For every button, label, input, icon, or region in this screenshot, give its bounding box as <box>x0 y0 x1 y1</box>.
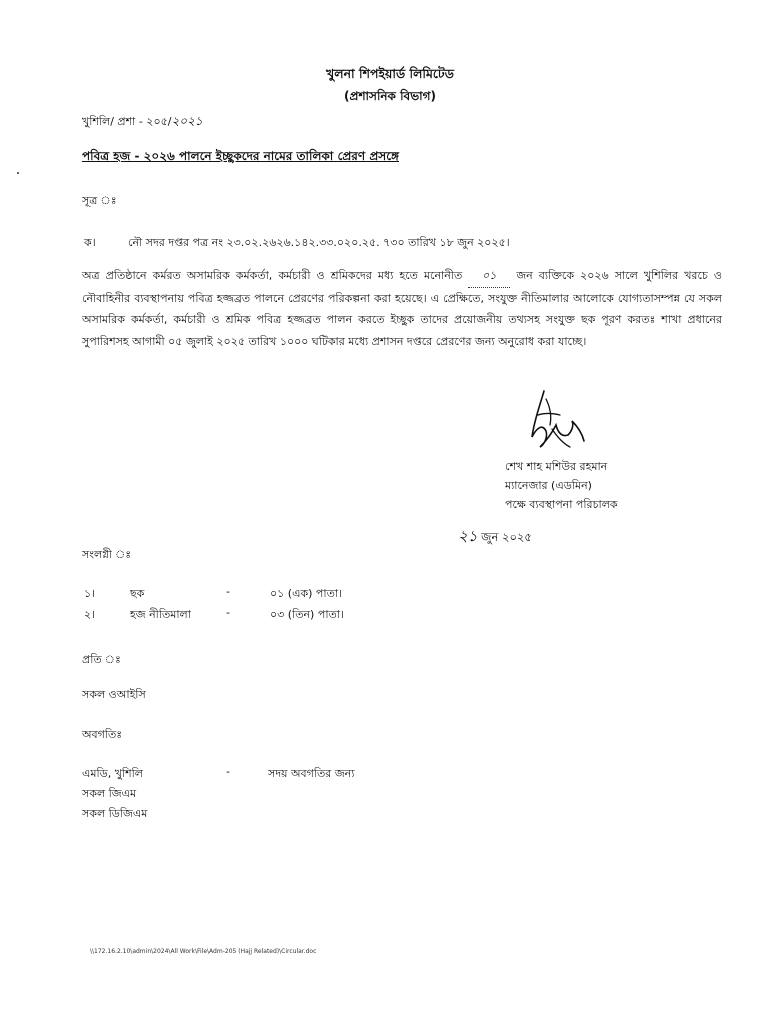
enclosure-dash: - <box>226 606 230 619</box>
enclosure-number: ২। <box>84 608 96 621</box>
information-item <box>82 785 462 801</box>
source-item-text: নৌ সদর দপ্তর পত্র নং ২৩.০২.২৬২৬.১৪২.৩৩.০২০.২৫. ৭৩০ তারিখ ১৮ জুন ২০২৫। <box>128 236 510 249</box>
enclosure-pages: ০৩ (তিন) পাতা। <box>270 608 344 621</box>
file-path-footer: \\172.16.2.10\admin\2024\All Work\File\Adm-205 (Hajj Related)\Circular.doc <box>90 948 317 955</box>
distribution-recipient: সকল ওআইসি <box>82 688 146 701</box>
body-after-blank: জন ব্যক্তিকে ২০২৬ সালে খুশিলির খরচে ও নৌবাহিনীর ব্যবস্থাপনায় পবিত্র হজ্জব্রত পালনে প্রেরণের পরিকল্পনা করা হয়েছে। এ প্রেক্ষিতে, সংযুক্ত নীতিমালার আলোকে যোগ্যতাসম্পন্ন যে সকল অসামরিক কর্মকর্তা, কর্মচারী ও শ্রমিক পবিত্র হজ্জব্রত পালন করতে ইচ্ছুক তাদের প্রয়োজনীয় তথ্যসহ সংযুক্ত ছক পূরণ করতঃ শাখা প্রধানের সুপারিশসহ আগামী ০৫ জুলাই ২০২৫ তারিখ ১০০০ ঘটিকার মধ্যে প্রশাসন দপ্তরে প্রেরণের জন্য অনুরোধ করা যাচ্ছে। <box>82 269 722 348</box>
signatory-on-behalf: পক্ষে ব্যবস্থাপনা পরিচালক <box>505 498 618 511</box>
information-item <box>82 805 462 821</box>
enclosure-name: ছক <box>130 587 145 600</box>
distribution-label: প্রতি ঃ <box>82 653 121 666</box>
scan-speck <box>17 172 19 174</box>
information-purpose: সদয় অবগতির জন্য <box>268 767 355 780</box>
source-label: সূত্র ঃ <box>82 194 117 207</box>
reference-prefix: খুশিলি/ প্রশা - ২০৫/ <box>82 115 172 128</box>
date-month-year: জুন ২০২৫ <box>481 530 532 544</box>
reference-number <box>82 113 203 133</box>
source-item-number: ক। <box>84 236 96 249</box>
signatory-designation: ম্যানেজার (এডমিন) <box>505 479 592 492</box>
enclosure-dash: - <box>226 585 230 598</box>
enclosure-pages: ০১ (এক) পাতা। <box>270 587 342 600</box>
information-recipient: এমডি, খুশিলি <box>82 767 143 780</box>
information-recipient: সকল জিএম <box>82 787 137 800</box>
nominee-count-field: ০১ <box>468 265 510 288</box>
enclosures-label: সংলগ্নী ঃ <box>82 548 132 561</box>
information-dash: - <box>226 765 230 778</box>
enclosure-name: হজ নীতিমালা <box>130 608 191 621</box>
department-name: (প্রশাসনিক বিভাগ) <box>344 89 436 103</box>
enclosure-item <box>82 585 502 601</box>
issue-date <box>458 525 532 550</box>
information-recipient: সকল ডিজিএম <box>82 807 148 820</box>
information-item <box>82 765 462 781</box>
reference-handwritten: ২০২১ <box>171 114 203 128</box>
body-before-blank: অত্র প্রতিষ্ঠানে কর্মরত অসামরিক কর্মকর্তা, কর্মচারী ও শ্রমিকদের মধ্য হতে মনোনীত <box>82 269 463 282</box>
enclosure-number: ১। <box>84 587 96 600</box>
information-label: অবগতিঃ <box>82 728 123 741</box>
subject-line: পবিত্র হজ - ২০২৬ পালনে ইচ্ছুকদের নামের তালিকা প্রেরণ প্রসঙ্গে <box>82 149 399 163</box>
date-day-handwritten: ২১ <box>458 527 478 545</box>
signatory-name: শেখ শাহ মশিউর রহমান <box>505 460 608 473</box>
body-paragraph <box>82 265 722 352</box>
signature-image <box>522 385 592 455</box>
enclosure-item <box>82 606 502 622</box>
org-name: খুলনা শিপইয়ার্ড লিমিটেড <box>326 66 454 81</box>
